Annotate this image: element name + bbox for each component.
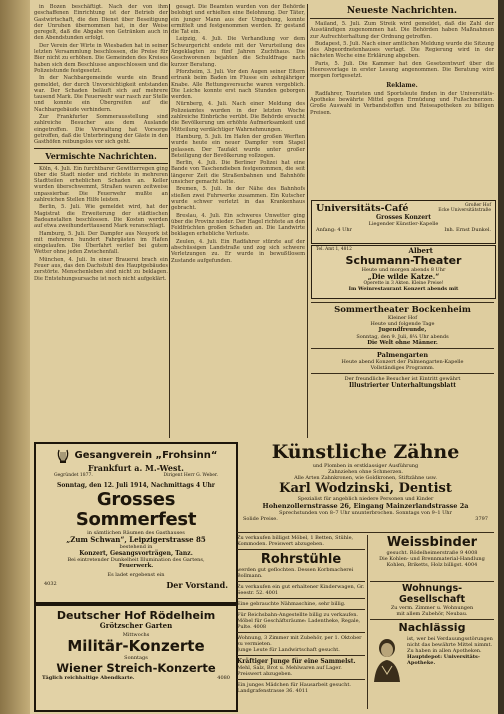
deutscher-hof-ad xyxy=(34,604,238,712)
classified-text: Ein junges Mädchen für Hausarbeit gesucht. Landgrafenstrasse 36. 4011 xyxy=(237,682,351,694)
column-1 xyxy=(34,4,168,436)
bockenheim-ad xyxy=(311,300,494,438)
dentist-title: Künstliche Zähne xyxy=(271,442,460,463)
theater-line: Heute und morgen abends 8 Uhr xyxy=(361,267,446,273)
classified-rule xyxy=(237,549,365,550)
cafe-line: Grosses Konzert xyxy=(376,214,431,221)
article-text: Paris, 5. Juli. Die Kammer hat den Gesetzentwurf über die Heeresvorlage in erster Lesung angenommen. Die Beratung wird morgen fortgesetzt. xyxy=(310,60,494,80)
deutscher-line: Sonntags xyxy=(124,655,148,661)
frohsinn-ad xyxy=(34,442,238,604)
frohsinn-program: Konzert, Gesangsvorträgen, Tanz. xyxy=(79,550,193,557)
cafe-line: Anfang: 4 Uhr xyxy=(316,227,352,233)
dentist-ad xyxy=(237,442,494,530)
classified-heading: Kräftiger Junge für eine Sammelst. xyxy=(237,658,356,665)
article-text: Pforzheim, 3. Juli. Vor den Augen seiner Eltern ertrank beim Baden im Flusse ein zehnjähriger Knabe. Alle Rettungsversuche waren vergeblich. Die Leiche konnte erst nach Stunden geborgen werden. xyxy=(171,68,305,101)
column-divider xyxy=(307,4,308,438)
article-text: in Bozen beschäftigt. Nach der von ihm geschaffenen Einrichtung ist der Betrieb der Gastwirtschaft, die den Dienst über Beseitigung der Unruhen übernommen hat, in der Weise geregelt, daß die Abgabe von Getränken auch in den Abendstunden erfolgt. xyxy=(34,4,168,42)
article-text: Zeulen, 4. Juli. Ein Radfahrer stürzte auf der abschüssigen Landstraße und zog sich schwere Verletzungen zu. Er wurde in bewußtlosem Zustande aufgefunden. xyxy=(171,238,305,264)
section-rule xyxy=(34,148,168,149)
article-text: Köln, 4. Juli. Ein furchtbarer Gewitterregen ging über die Stadt nieder und richtete in mehreren Stadtteilen erheblichen Schaden an. Keller wurden überschwemmt, Straßen waren zeitweise unpassierbar. Die Feuerwehr mußte an zahlreichen Stellen Hilfe leisten. xyxy=(34,165,168,204)
weissbinder-line: gesucht. Rödelheimerstraße 9 4008 xyxy=(386,550,478,556)
section-rule xyxy=(34,163,168,164)
theater-line: Im Weinrestaurant Konzert abends mit xyxy=(348,286,459,292)
article-text: Breslau, 4. Juli. Ein schweres Unwetter ging über die Provinz nieder. Der Hagel richtete an den Feldfrüchten großen Schaden an. Die Landwirte beklagen erhebliche Verluste. xyxy=(171,212,305,238)
theater-line: Kleine Preise! xyxy=(411,281,444,286)
bockenheim-line: Heute und folgende Tage xyxy=(370,321,435,327)
deutscher-sub: Grötzscher Garten xyxy=(99,621,173,630)
rohrstuehle-title: Rohrstühle xyxy=(260,552,342,567)
nachlass-title: Nachlässig xyxy=(398,621,466,634)
column-divider xyxy=(367,535,368,709)
frohsinn-venue: „Zum Schwan“, Leipzigerstrasse 85 xyxy=(66,535,206,544)
wohnung-line: Zu verm. Zimmer u. Wohnungen xyxy=(390,605,474,611)
section-rule xyxy=(311,373,494,374)
section-divider xyxy=(370,581,494,582)
article-text: Zur Frankfurter Sommerausstellung sind zahlreiche Besucher aus dem Auslande eingetroffen. Die Verwaltung hat Vorsorge getroffen, daß die Unterbringung der Gäste in den Gasthöfen reibungslos vor sich geht. xyxy=(34,114,168,146)
theater-ad xyxy=(311,245,496,299)
article-text: Budapest, 5. Juli. Nach einer amtlichen Meldung wurde die Sitzung des Abgeordnetenhauses vertagt. Die Regierung wird in der nächsten Woche eine Erklärung abgeben. xyxy=(310,40,494,60)
dentist-num: 3797 xyxy=(475,516,488,522)
classified-text: Zu verkaufen ein gut erhaltener Kinderwagen, Gr. Seestr. 52. 4001 xyxy=(237,584,365,596)
nachlass-line: ist, wer bei Verdauungsstörungen nicht das bewährte Mittel nimmt. xyxy=(407,636,493,648)
article-text: Berlin, 5. Juli. Wie gemeldet wird, hat der Magistrat die Erweiterung der städtischen Badeanstalten beschlossen. Die Kosten werden auf etwa zweihunderttausend Mark veranschlagt. xyxy=(34,204,168,230)
dentist-line: Solide Preise. xyxy=(243,516,278,522)
frohsinn-line: in sämtlichen Räumen des Gasthauses xyxy=(87,530,185,536)
classified-rule xyxy=(237,679,365,680)
frohsinn-conductor: Dirigent Herr G. Weber. xyxy=(163,473,218,478)
article-text: Mailand, 5. Juli. Zum Streik wird gemeldet, daß die Zahl der Ausständigen zugenommen hat. Die Behörden haben Maßnahmen zur Aufrechterhaltung der Ordnung getroffen. xyxy=(310,21,494,40)
column-divider xyxy=(169,4,170,438)
cafe-line: Liegender Künstler-Kapelle xyxy=(368,221,439,227)
dentist-name: Karl Wodzinski, Dentist xyxy=(279,481,452,496)
article-text: Hamburg, 5. Juli. Der Dampfer aus Neuyork ist mit mehreren hundert Fahrgästen im Hafen eingelaufen. Die Überfahrt verlief bei gutem Wetter ohne jeden Zwischenfall. xyxy=(34,230,168,256)
theater-line: Operette in 3 Akten. xyxy=(363,281,411,286)
wohnung-ad xyxy=(370,583,494,617)
cafe-owner: Inh. Ernst Dunkel. xyxy=(444,227,491,233)
nachlass-ad xyxy=(370,621,494,709)
frohsinn-line: bestehend in xyxy=(119,544,153,550)
article-text: Berlin, 4. Juli. Die Berliner Polizei hat eine Bande von Taschendieben festgenommen, die seit längerer Zeit die Straßenbahnen und Bahnhöfe unsicher gemacht hatte. xyxy=(171,160,305,186)
frohsinn-line: Feuerwerk. xyxy=(118,563,154,569)
classified-rule xyxy=(237,609,365,610)
article-text: München, 4. Juli. In einer Brauerei brach ein Feuer aus, das den Dachstuhl des Hauptgebäudes zerstörte. Menschenleben sind nicht zu beklagen. Die Entstehungsursache ist noch nicht aufgeklärt. xyxy=(34,256,168,282)
classified-text: Wohnung, 3 Zimmer mit Zubehör, per 1. Oktober zu vermieten. xyxy=(237,635,362,647)
frohsinn-num: 4032 xyxy=(44,581,57,587)
deutscher-wiener: Wiener Streich-Konzerte xyxy=(56,661,216,675)
classified-rule xyxy=(237,632,365,633)
dentist-address: Hohenzollernstrasse 26, Eingang Mainzerlandstrasse 2a xyxy=(262,502,469,510)
article-text: In der Nachbargemeinde wurde ein Brand gemeldet, der durch Unvorsichtigkeit entstanden war. Der Schaden beläuft sich auf mehrere tausend Mark. Die Feuerwehr war rasch zur Stelle und konnte ein Übergreifen auf die Nachbargebäude verhindern. xyxy=(34,75,168,113)
section-rule xyxy=(311,302,494,303)
frohsinn-sub: Frankfurt a. M.-West. xyxy=(88,463,184,473)
frohsinn-line: Bei eintretender Dunkelheit Illumination des Gartens, xyxy=(67,557,205,563)
dentist-line: Alle Arten Zahnkronen, wie Goldkronen, Stiftzähne usw. xyxy=(294,475,437,481)
palmengarten-line: Vollständiges Programm. xyxy=(370,365,435,371)
deutscher-title: Deutscher Hof Rödelheim xyxy=(56,609,216,622)
classified-text: Zu verkaufen billigst Möbel, 1 Betten, Stühle, Kommoden. Preiswert abzugeben. xyxy=(237,535,354,547)
binding-edge xyxy=(0,0,30,714)
nachlass-line: Hauptdepot: Universitäts-Apotheke. xyxy=(407,654,480,666)
frohsinn-big: Grosses Sommerfest xyxy=(75,489,197,530)
section-heading: Vermischte Nachrichten. xyxy=(45,150,157,161)
lyre-icon xyxy=(55,448,71,464)
classified-text: Möbel für Geschäftsräume: Ladentheke, Regale, Pulte. 4008 xyxy=(237,618,361,630)
notice-line: Der freundliche Besucher ist Eintritt gewährt xyxy=(344,376,461,382)
article-text: Der Verein der Wirte in Wiesbaden hat in seiner letzten Versammlung beschlossen, die Preise für Bier nicht zu erhöhen. Die Gemeinden des Kreises haben sich dem Beschlusse angeschlossen und die Polizeistunde festgesetzt. xyxy=(34,42,168,74)
deutscher-num: 4080 xyxy=(217,675,230,681)
weissbinder-line: Kohlen, Briketts, Holz billigst. 4004 xyxy=(386,562,478,568)
weissbinder-ad xyxy=(370,535,494,579)
frohsinn-title: Gesangverein „Frohsinn“ xyxy=(74,450,218,461)
bockenheim-title: Sommertheater Bockenheim xyxy=(334,305,471,315)
classified-text: Für Reichsbahn-Angestellte billig zu verkaufen. xyxy=(237,612,359,618)
section-rule xyxy=(310,18,494,19)
classified-rule xyxy=(237,581,365,582)
dentist-line: Spezialist für angeblich niedere Personen und Kinder xyxy=(297,496,434,502)
weissbinder-title: Weissbinder xyxy=(386,535,478,550)
wohnung-line: mit allem Zubehör, Neubau. xyxy=(396,611,468,617)
article-text: Nürnberg, 4. Juli. Nach einer Meldung des Polizeiamtes wurden in der letzten Woche zahlreiche Einbrüche verübt. Die Behörde ersucht die Bevölkerung um erhöhte Aufmerksamkeit und Mitteilung verdächtiger Wahrnehmungen. xyxy=(171,101,305,133)
classified-rule xyxy=(237,655,365,656)
classified-text: Junge Leute für Landwirtschaft gesucht. xyxy=(237,647,340,653)
nachlass-line: Zu haben in allen Apotheken. xyxy=(407,648,482,654)
frohsinn-founded: Gegründet 1877. xyxy=(54,473,93,478)
theater-phone: Tel. Amt 1, 4812 xyxy=(316,247,352,252)
cafe-location: Großer Hof xyxy=(464,203,491,208)
classified-text: Mehl, Salz, Brot u. Mehlwaren auf Lager. Preiswert abzugeben. xyxy=(237,665,342,677)
dentist-line: Zahnziehen ohne Schmerzen. xyxy=(327,469,403,475)
deutscher-line: Täglich reichhaltige Abendkarte. xyxy=(42,675,135,681)
section-heading: Neueste Nachrichten. xyxy=(346,6,458,16)
classifieds xyxy=(237,535,365,710)
frohsinn-sign: Der Vorstand. xyxy=(166,580,228,590)
frohsinn-line: Es ladet ergebenst ein xyxy=(107,572,165,578)
bockenheim-line: Sonntag, den 9. Juli, 8¼ Uhr abends xyxy=(356,333,449,340)
dentist-hours: Sprechstunden von 8–7 Uhr ununterbrochen. Sonntags von 9–1 Uhr xyxy=(279,510,452,516)
article-text: Leipzig, 4. Juli. Die Verhandlung vor dem Schwurgericht endete mit der Verurteilung des Angeklagten zu fünf Jahren Zuchthaus. Die Geschworenen bejahten die Schuldfrage nach kurzer Beratung. xyxy=(171,36,305,68)
palmengarten-line: Heute abend Konzert der Palmengarten-Kapelle xyxy=(341,359,464,365)
page-edge xyxy=(498,0,504,714)
article-text: gesagt. Die Beamten wurden von der Behörde belobigt und erhielten eine Belohnung. Der Täter, ein junger Mann aus der Umgebung, konnte ermittelt und festgenommen werden. Er gestand die Tat ein. xyxy=(171,4,305,36)
theater-play: „Die wilde Katze.“ xyxy=(367,272,440,281)
wohnung-title: Wohnungs-Gesellschaft xyxy=(399,583,465,605)
section-divider xyxy=(237,532,494,533)
cafe-title: Universitäts-Café xyxy=(316,203,409,214)
bockenheim-line: Jugendfreunde, xyxy=(378,327,427,333)
deutscher-military: Militär-Konzerte xyxy=(67,637,205,655)
bockenheim-sub: Kleiner Hof xyxy=(387,315,418,321)
portrait-illustration xyxy=(370,636,404,682)
notice-line: Illustrierter Unterhaltungsblatt xyxy=(349,382,456,389)
theater-albert: Albert xyxy=(408,246,433,255)
bockenheim-line: Die Welt ohne Männer. xyxy=(367,339,438,346)
theater-name: Schumann-Theater xyxy=(345,254,462,267)
classified-rule xyxy=(237,598,365,599)
weissbinder-line: Die Kohlen- und Brennmaterial-Handlung xyxy=(379,556,485,562)
article-text: Radfahrer, Touristen und Sportsleute finden in der Universitäts-Apotheke bewährte Mittel gegen Ermüdung und Fußschmerzen. Große Auswahl in Verbandstoffen und Reiseapotheken zu billigen Preisen. xyxy=(310,90,494,116)
article-text: Hamburg, 5. Juli. Im Hafen der großen Werften wurde heute ein neuer Dampfer vom Stapel gelassen. Der Taufakt wurde unter großer Beteiligung der Bevölkerung vollzogen. xyxy=(171,133,305,159)
palmengarten-title: Palmengarten xyxy=(376,351,429,359)
cafe-ad xyxy=(311,200,496,244)
section-rule xyxy=(311,348,494,349)
section-divider xyxy=(370,619,494,620)
classified-text: werden gut geflochten. Dessen Korbmacherei Bollmann. xyxy=(237,567,354,579)
classified-text: Eine gebrauchte Nähmaschine, sehr billig. xyxy=(237,601,346,607)
column-2 xyxy=(171,4,305,444)
frohsinn-date: Sonntag, den 12. Juli 1914, Nachmittags 4 Uhr xyxy=(57,482,215,489)
cafe-address: Ecke Universitätstraße xyxy=(438,208,491,213)
column-3 xyxy=(310,4,494,198)
dentist-line: und Plomben in erstklassiger Ausführung xyxy=(312,463,419,469)
article-text: Bremen, 5. Juli. In der Nähe des Bahnhofs stießen zwei Fuhrwerke zusammen. Ein Kutscher wurde schwer verletzt in das Krankenhaus gebracht. xyxy=(171,186,305,212)
deutscher-line: Mittwochs xyxy=(122,632,150,638)
section-heading: Reklame. xyxy=(386,81,418,89)
